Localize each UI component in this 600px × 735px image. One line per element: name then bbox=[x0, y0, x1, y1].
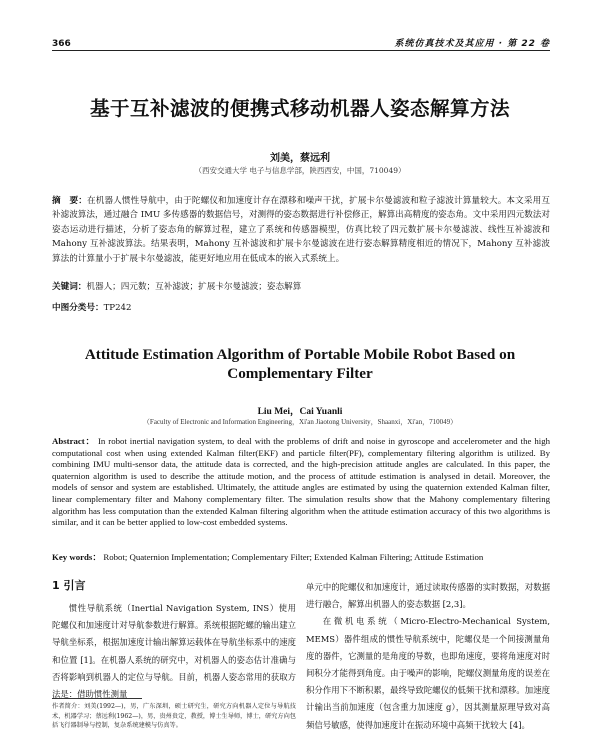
author-footnote: 作者简介：刘美(1992—)，男，广东深圳，硕士研究生，研究方向机器人定位与导航技术，机器学习；蔡远利(1962—)，男，贵州贵定，教授，博士生导师，博士，研究方向包括飞行器制导与控制，复杂系统建模与仿真等。 bbox=[52, 703, 296, 729]
keywords-cn bbox=[52, 280, 550, 292]
abstract-en bbox=[52, 436, 550, 529]
journal-name: 系统仿真技术及其应用 · 第 22 卷 bbox=[394, 39, 550, 49]
abstract-cn bbox=[52, 194, 550, 266]
abstract-cn-text: 在机器人惯性导航中，由于陀螺仪和加速度计存在漂移和噪声干扰，扩展卡尔曼滤波和粒子滤波计算量较大。本文采用互补滤波算法，通过融合 IMU 多传感器的数据信号，对测得的姿态数据进行补偿修正，解算出高精度的姿态角。文中采用四元数法对姿态运动进行描述，分析了姿态角的解算过程，建立了系统和传感器模型，仿真比较了四元数扩展卡尔曼滤波、线性互补滤波和 Mahony 互补滤波算法。结果表明，Mahony 互补滤波和扩展卡尔曼滤波在进行姿态解算精度相近的情况下，Mahony 互补滤波算法的计算量小于扩展卡尔曼滤波，能更好地应用在低成本的嵌入式系统上。 bbox=[52, 196, 550, 264]
abstract-en-text: In robot inertial navigation system, to deal with the problems of drift and noise in gyroscope and accelerometer and the high computational cost when using extended Kalman filter(EKF) and particle filter(PF), complementary filtering algorithm is utilized. By combining IMU multi-sensor data, the attitude data is corrected, and the high-precision attitude angles are calculated. In this paper, the quaternion algorithm is used to describe the attitude motion, and the process of attitude estimation is analysed in detail. Moreover, the models of sensor and system are established. Ultimately, the attitude angles are estimated by using the quaternion extended Kalman filter, linear complementary filter and Mahony complementary filter. The simulation results show that the Mahony complementary filtering algorithm has less computation than the extended Kalman filtering algorithm when the attitude estimation accuracy of this two algorithms is similar, and it can be better applied to low-cost embedded systems. bbox=[52, 436, 550, 528]
classification-cn bbox=[52, 301, 550, 313]
authors-en: Liu Mei，Cai Yuanli bbox=[257, 407, 343, 417]
title-cn: 基于互补滤波的便携式移动机器人姿态解算方法 bbox=[89, 97, 510, 120]
keywords-en-text: Robot; Quaternion Implementation; Complementary Filter; Extended Kalman Filtering; Attitude Estimation bbox=[103, 552, 484, 562]
abstract-en-label: Abstract： bbox=[52, 436, 96, 446]
keywords-cn-label: 关键词： bbox=[52, 282, 87, 292]
section-heading: 1 引言 bbox=[52, 579, 86, 592]
running-header bbox=[52, 33, 550, 49]
authors-cn: 刘美，蔡远利 bbox=[270, 153, 330, 164]
footnote-rule bbox=[52, 698, 142, 699]
keywords-en bbox=[52, 550, 550, 563]
keywords-cn-text: 机器人；四元数；互补滤波；扩展卡尔曼滤波；姿态解算 bbox=[86, 282, 302, 292]
header-rule bbox=[52, 50, 550, 51]
body-column-left bbox=[52, 578, 296, 703]
page-number: 366 bbox=[52, 39, 71, 49]
keywords-en-label: Key words： bbox=[52, 552, 102, 562]
intro-paragraph-1: 惯性导航系统（Inertial Navigation System, INS）使用陀螺仪和加速度计对导航参数进行解算。系统根据陀螺的输出建立导航坐标系，根据加速度计输出解算运载体在导航坐标系中的速度和位置 [1]。在机器人系统的研究中，对机器人的姿态估计准确与否将影响到机器人的定位与导航。目前，机器人姿态常用的获取方法是：借助惯性测量 bbox=[52, 603, 296, 700]
title-en: Attitude Estimation Algorithm of Portable Mobile Robot Based on Complementary Filter bbox=[84, 346, 516, 382]
abstract-cn-label: 摘 要： bbox=[52, 196, 87, 206]
classification-cn-code: TP242 bbox=[103, 303, 132, 313]
body-column-right bbox=[306, 579, 550, 734]
affiliation-en: （Faculty of Electronic and Information Engineering，Xi'an Jiaotong University，Shaanxi，Xi'an，710049） bbox=[142, 418, 458, 426]
affiliation-cn: （西安交通大学 电子与信息学部，陕西西安，中国，710049） bbox=[194, 166, 406, 175]
intro-paragraph-1-cont: 单元中的陀螺仪和加速度计，通过读取传感器的实时数据，对数据进行融合，解算出机器人的姿态数据 [2,3]。 bbox=[306, 582, 550, 610]
intro-paragraph-2: 在微机电系统（Micro-Electro-Mechanical System, MEMS）器件组成的惯性导航系统中，陀螺仪是一个间接测量角度的器件，它测量的是角度的导数，也即角速度，要将角速度对时间积分才能得到角度。由于噪声的影响，陀螺仪测量角度的误差在积分作用下不断积累，最终导致陀螺仪的低频干扰和漂移。加速度计输出当前加速度（包含重力加速度 g），因其测量原理导致对高频信号敏感，使得加速度计在振动环境中高频干扰较大 [4]。 bbox=[306, 616, 550, 730]
classification-cn-label: 中图分类号： bbox=[52, 303, 104, 313]
